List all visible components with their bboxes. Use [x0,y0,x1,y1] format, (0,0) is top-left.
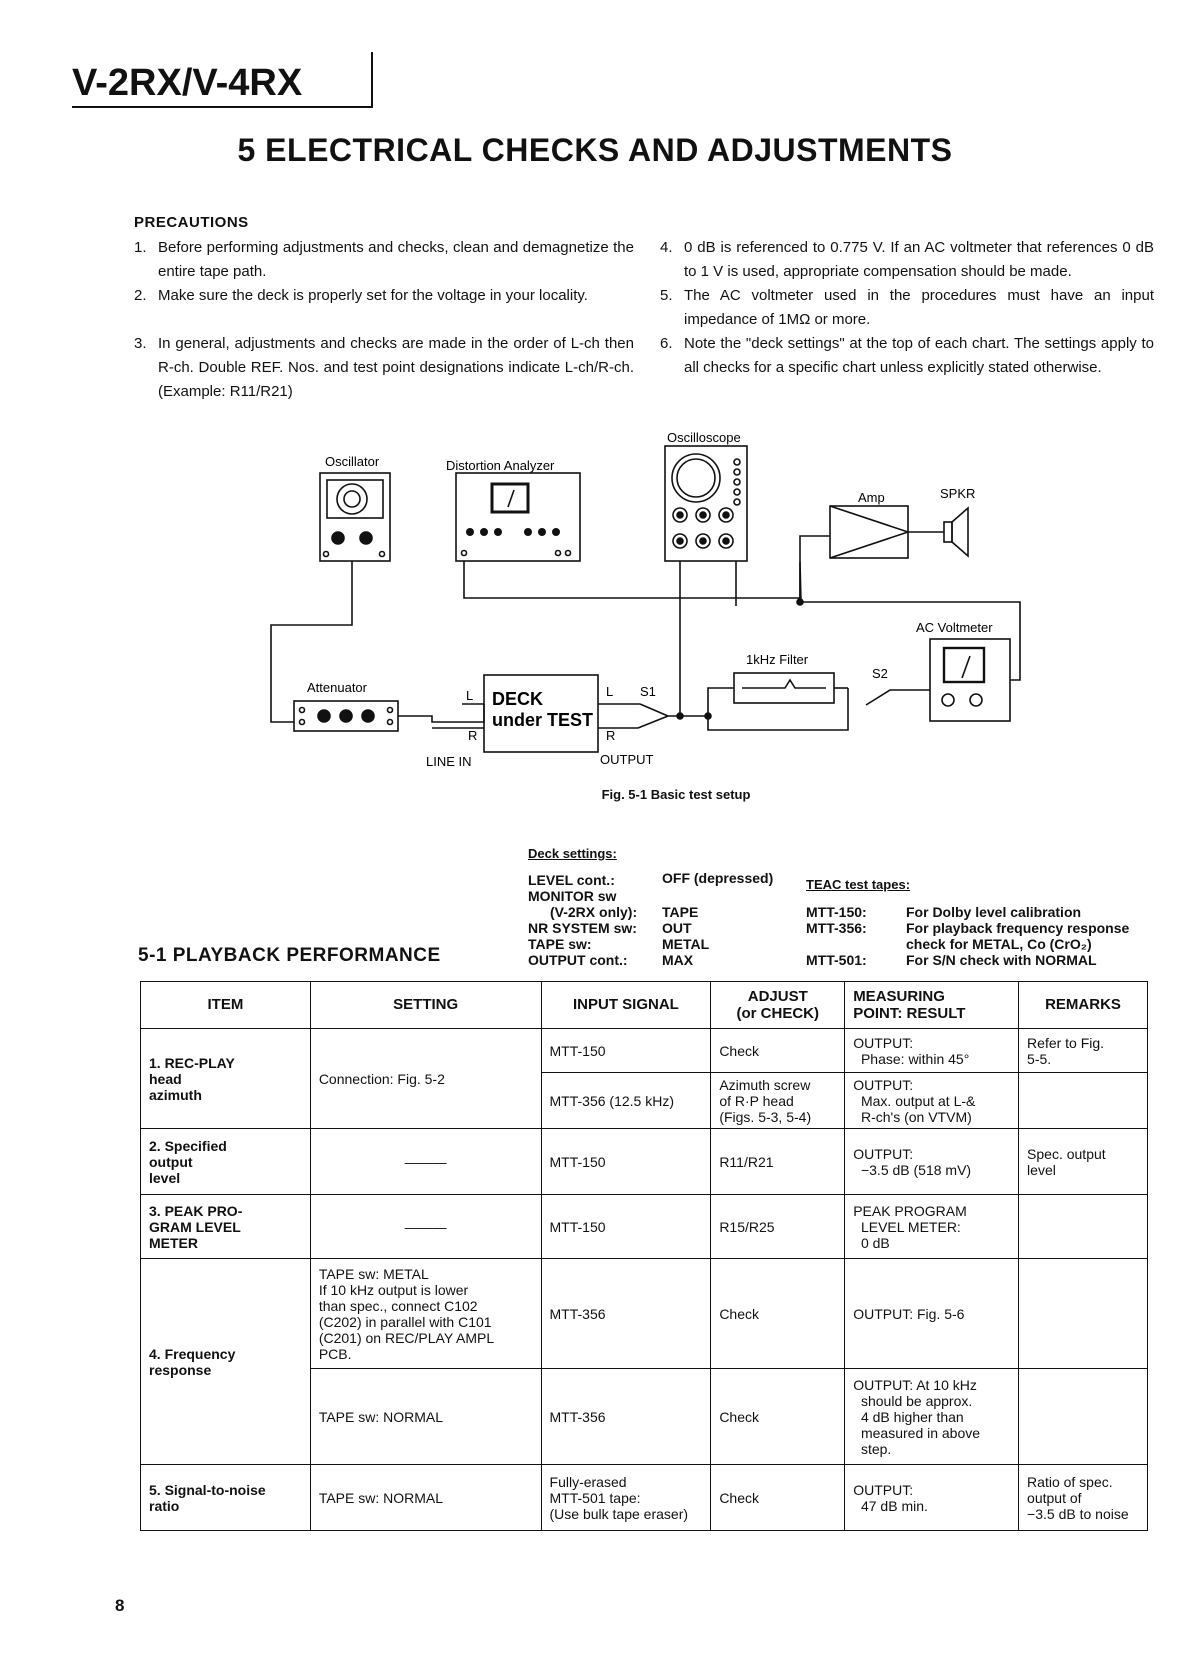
deck-output-l-label: L [606,684,614,699]
distortion-analyzer-label: Distortion Analyzer [446,458,555,473]
table-row [141,1195,1148,1259]
deck-setting-value: MAX [662,952,694,968]
setting-cell: ——— [310,1195,541,1259]
input-cell: MTT-356 [541,1369,711,1465]
setting-cell: Connection: Fig. 5-2 [310,1029,541,1129]
page-number: 8 [115,1596,125,1615]
deck-output-r-label: R [606,728,616,743]
amp-label: Amp [858,490,885,505]
remarks-cell [1019,1369,1148,1465]
deck-setting-label: OUTPUT cont.: [528,952,628,968]
measuring-cell: OUTPUT: Fig. 5-6 [845,1259,1019,1369]
remarks-cell [1019,1073,1148,1129]
table-row [141,1465,1148,1531]
teac-tape-name: MTT-356: [806,920,867,936]
deck-input-l-label: L [466,688,474,703]
remarks-cell: Ratio of spec. output of −3.5 dB to noise [1019,1465,1148,1531]
input-cell: MTT-356 (12.5 kHz) [541,1073,711,1129]
filter-label: 1kHz Filter [746,652,809,667]
basic-test-setup-diagram [0,420,1190,780]
model-name: V-2RX/V-4RX [72,62,303,104]
item-cell: 5. Signal-to-noise ratio [141,1465,311,1531]
setting-cell: ——— [310,1129,541,1195]
deck-label: DECK [492,689,544,709]
precaution-item: 3. In general, adjustments and checks are made in the order of L-ch then R-ch. Double REF. Nos. and test point designations indicate L-ch/R-ch. (Example: R11/R21) [134,335,634,400]
deck-setting-label: (V-2RX only): [550,904,638,920]
oscillator-label: Oscillator [325,454,380,469]
teac-tape-name: MTT-150: [806,904,867,920]
item-cell: 3. PEAK PRO- GRAM LEVEL METER [141,1195,311,1259]
line-in-label: LINE IN [426,754,472,769]
output-label: OUTPUT [600,752,654,767]
input-cell: Fully-erased MTT-501 tape: (Use bulk tape eraser) [541,1465,711,1531]
deck-input-r-label: R [468,728,478,743]
oscilloscope-label: Oscilloscope [667,430,741,445]
deck-settings-heading: Deck settings: [528,846,617,861]
ac-voltmeter-label: AC Voltmeter [916,620,993,635]
switch-s1-label: S1 [640,684,656,699]
page-title: 5 ELECTRICAL CHECKS AND ADJUSTMENTS [237,132,953,168]
figure-caption: Fig. 5-1 Basic test setup [601,787,751,802]
deck-setting-label: MONITOR sw [528,888,617,904]
deck-setting-label: LEVEL cont.: [528,872,615,888]
table-row [141,1029,1148,1073]
teac-tape-desc: check for METAL, Co (CrO₂) [906,936,1092,952]
adjust-cell: Check [711,1029,845,1073]
teac-tape-desc: For S/N check with NORMAL [906,952,1097,968]
setting-cell: TAPE sw: NORMAL [310,1465,541,1531]
remarks-cell [1019,1195,1148,1259]
precaution-item: 6. Note the "deck settings" at the top of each chart. The settings apply to all checks for a specific chart unless explicitly stated otherwise. [660,335,1154,376]
deck-setting-label: TAPE sw: [528,936,592,952]
header-measuring: MEASURING POINT: RESULT [845,982,1019,1029]
playback-performance-table [140,981,1148,1531]
deck-setting-label: NR SYSTEM sw: [528,920,637,936]
adjust-cell: Check [711,1465,845,1531]
switch-s2-label: S2 [872,666,888,681]
oscillator-box [320,473,390,561]
speaker-label: SPKR [940,486,976,501]
header-item: ITEM [141,982,311,1029]
input-cell: MTT-356 [541,1259,711,1369]
measuring-cell: OUTPUT: Phase: within 45° [845,1029,1019,1073]
teac-tape-desc: For Dolby level calibration [906,904,1082,920]
setting-cell: TAPE sw: METAL If 10 kHz output is lower than spec., connect C102 (C202) in parallel with C101 (C201) on REC/PLAY AMPL PCB. [310,1259,541,1369]
header-input-signal: INPUT SIGNAL [541,982,711,1029]
table-row [141,1259,1148,1369]
measuring-cell: OUTPUT: −3.5 dB (518 mV) [845,1129,1019,1195]
precautions-heading: PRECAUTIONS [134,214,249,231]
precaution-item: 4. 0 dB is referenced to 0.775 V. If an AC voltmeter that references 0 dB to 1 V is used, appropriate compensation should be made. [660,239,1154,280]
section-heading: 5-1 PLAYBACK PERFORMANCE [138,945,441,966]
precaution-item: 2. Make sure the deck is properly set for the voltage in your locality. [134,287,588,304]
precaution-item: 1. Before performing adjustments and checks, clean and demagnetize the entire tape path. [134,239,634,280]
adjust-cell: Check [711,1259,845,1369]
input-cell: MTT-150 [541,1195,711,1259]
header-rule-vertical [371,52,373,108]
distortion-analyzer-box [456,473,580,561]
remarks-cell: Spec. output level [1019,1129,1148,1195]
deck-label-2: under TEST [492,710,594,730]
measuring-cell: PEAK PROGRAM LEVEL METER: 0 dB [845,1195,1019,1259]
teac-tape-desc: For playback frequency response [906,920,1130,936]
attenuator-label: Attenuator [307,680,367,695]
input-cell: MTT-150 [541,1029,711,1073]
deck-setting-value: TAPE [662,904,699,920]
adjust-cell: R11/R21 [711,1129,845,1195]
table-row [141,1129,1148,1195]
header-setting: SETTING [310,982,541,1029]
amp-box [830,506,908,558]
measuring-cell: OUTPUT: At 10 kHz should be approx. 4 dB higher than measured in above step. [845,1369,1019,1465]
measuring-cell: OUTPUT: 47 dB min. [845,1465,1019,1531]
header-rule [72,106,372,108]
adjust-cell: R15/R25 [711,1195,845,1259]
teac-tapes-heading: TEAC test tapes: [806,877,911,892]
speaker-icon [944,522,952,542]
setting-cell: TAPE sw: NORMAL [310,1369,541,1465]
table-header-row [141,982,1148,1029]
deck-setting-value: OUT [662,920,692,936]
header-adjust: ADJUST (or CHECK) [711,982,845,1029]
remarks-cell [1019,1259,1148,1369]
input-cell: MTT-150 [541,1129,711,1195]
item-cell: 4. Frequency response [141,1259,311,1465]
precaution-item: 5. The AC voltmeter used in the procedures must have an input impedance of 1MΩ or more. [660,287,1154,328]
item-cell: 1. REC-PLAY head azimuth [141,1029,311,1129]
measuring-cell: OUTPUT: Max. output at L-& R-ch's (on VTVM) [845,1073,1019,1129]
deck-setting-value: METAL [662,936,710,952]
deck-setting-value: OFF (depressed) [662,870,774,886]
remarks-cell: Refer to Fig. 5-5. [1019,1029,1148,1073]
teac-tape-name: MTT-501: [806,952,867,968]
header-remarks: REMARKS [1019,982,1148,1029]
item-cell: 2. Specified output level [141,1129,311,1195]
ac-voltmeter-box [930,639,1010,721]
adjust-cell: Azimuth screw of R·P head (Figs. 5-3, 5-4) [711,1073,845,1129]
adjust-cell: Check [711,1369,845,1465]
